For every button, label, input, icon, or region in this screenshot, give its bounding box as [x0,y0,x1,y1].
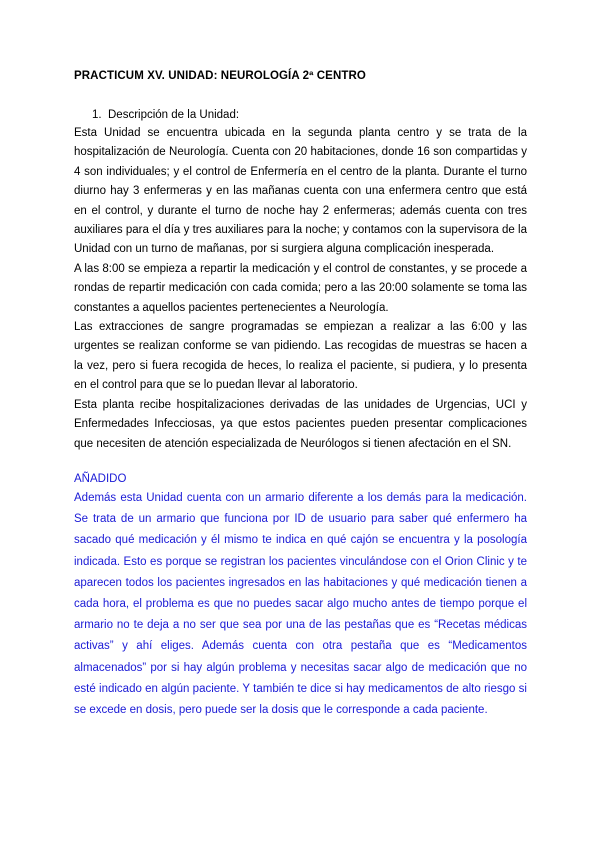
paragraph-blood-extractions: Las extracciones de sangre programadas se empiezan a realizar a las 6:00 y las urgentes se realizan conforme se van pidiendo. Las recogidas de muestras se hacen a la vez, pero si fuera recogida de heces, lo realiza el paciente, si pudiera, y lo presenta en el control para que se lo puedan llevar al laboratorio. [74,321,527,392]
section-list-item [92,109,239,121]
paragraph-added-medication-cabinet: Además esta Unidad cuenta con un armario diferente a los demás para la medicación. Se trata de un armario que funciona por ID de usuario para saber qué enfermero ha sacado qué medicación y él mismo te indica en qué cajón se encuentra y la posología indicada. Esto es porque se registran los pacientes vinculándose con el Orion Clinic y te aparecen todos los pacientes ingresados en las habitaciones y qué medicación tienen a cada hora, el problema es que no puedes sacar algo mucho antes de tiempo porque el armario no te deja a no ser que sea por una de las pestañas que es “Recetas médicas activas” y ahí eliges. Además cuenta con otra pestaña que es “Medicamentos almacenados” por si hay algún problema y necesitas sacar algo de medicación que no esté indicado en algún paciente. Y también te dice si hay medicamentos de alto riesgo si se excede en dosis, pero puede ser la dosis que le corresponde a cada paciente. [74,492,527,717]
added-body [74,488,527,721]
paragraph-unit-overview: Esta Unidad se encuentra ubicada en la segunda planta centro y se trata de la hospitalización de Neurología. Cuenta con 20 habitaciones, donde 16 son compartidas y 4 son individuales; y el control de Enfermería en el centro de la planta. Durante el turno diurno hay 3 enfermeras y en las mañanas cuenta con una enfermera centro que está en el control, y durante el turno de noche hay 2 enfermeras; además cuenta con tres auxiliares para el día y tres auxiliares para la noche; y contamos con la supervisora de la Unidad con un turno de mañanas, por si surgiera alguna complicación inesperada. [74,127,527,256]
description-body [74,124,527,454]
section-number: 1. [92,109,102,121]
document-title: PRACTICUM XV. UNIDAD: NEUROLOGÍA 2ª CENTRO [74,70,366,82]
paragraph-medication-schedule: A las 8:00 se empieza a repartir la medicación y el control de constantes, y se procede a rondas de repartir medicación con cada comida; pero a las 20:00 solamente se toma las constantes a aquellos pacientes pertenecientes a Neurología. [74,262,527,314]
paragraph-admissions: Esta planta recibe hospitalizaciones derivadas de las unidades de Urgencias, UCI y Enfermedades Infecciosas, ya que estos pacientes pueden presentar complicaciones que necesiten de atención especializada de Neurólogos si tienen afectación en el SN. [74,398,527,450]
section-heading: Descripción de la Unidad: [108,109,240,121]
added-heading: AÑADIDO [74,473,127,485]
